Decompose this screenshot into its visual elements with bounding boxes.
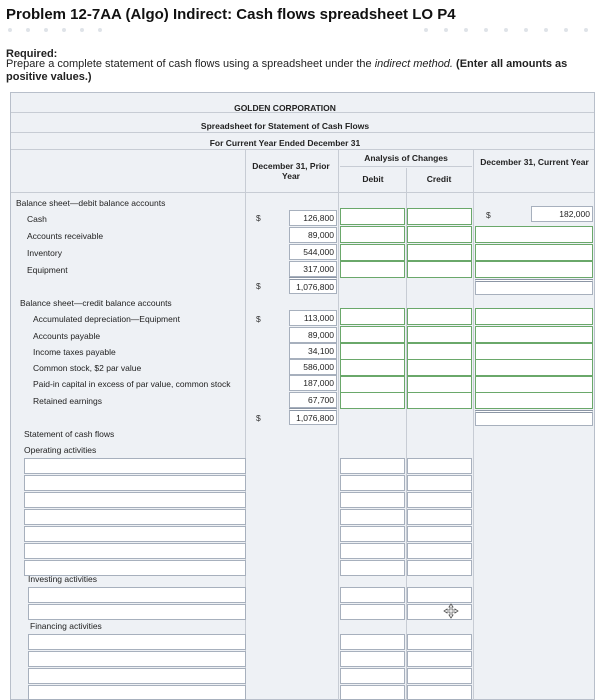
cf-debit-input[interactable] xyxy=(340,651,405,667)
cf-debit-input[interactable] xyxy=(340,543,405,559)
row-label-inventory: Inventory xyxy=(27,248,62,258)
instruction-bold: (Enter all amounts as positive values.) xyxy=(6,58,568,83)
row-label-common-stock: Common stock, $2 par value xyxy=(33,363,142,373)
col-prior-year: December 31, Prior Year xyxy=(252,161,330,181)
debit-input[interactable] xyxy=(340,308,405,325)
operating-activities-label: Operating activities xyxy=(24,445,97,455)
instruction-emph: indirect method. xyxy=(374,58,453,70)
cf-debit-input[interactable] xyxy=(340,560,405,576)
prior-income-taxes-payable: 34,100 xyxy=(289,343,337,359)
row-label-cash: Cash xyxy=(27,214,47,224)
cf-credit-input[interactable] xyxy=(407,604,472,620)
current-cash: 182,000 xyxy=(531,206,593,222)
cf-debit-input[interactable] xyxy=(340,458,405,474)
cf-label-input[interactable] xyxy=(28,604,246,620)
credit-input[interactable] xyxy=(407,244,472,261)
debit-input[interactable] xyxy=(340,359,405,376)
credit-input[interactable] xyxy=(407,226,472,243)
cf-section-label: Statement of cash flows xyxy=(24,429,115,439)
row-label-paid-in-capital: Paid-in capital in excess of par value, common stock xyxy=(33,379,231,389)
current-credit-total[interactable] xyxy=(475,410,593,426)
cf-label-input[interactable] xyxy=(24,458,246,474)
currency-symbol: $ xyxy=(256,314,261,324)
row-label-retained-earnings: Retained earnings xyxy=(33,396,102,406)
row-label-accounts-payable: Accounts payable xyxy=(33,331,101,341)
currency-symbol: $ xyxy=(256,413,261,423)
cf-credit-input[interactable] xyxy=(407,492,472,508)
cf-label-input[interactable] xyxy=(28,668,246,684)
credit-input[interactable] xyxy=(407,308,472,325)
instruction-text xyxy=(6,58,606,84)
cf-credit-input[interactable] xyxy=(407,651,472,667)
cf-credit-input[interactable] xyxy=(407,587,472,603)
prior-retained-earnings: 67,700 xyxy=(289,392,337,408)
instruction-main: Prepare a complete statement of cash flows using a spreadsheet under the xyxy=(6,58,375,70)
cf-label-input[interactable] xyxy=(28,651,246,667)
sheet-period: For Current Year Ended December 31 xyxy=(209,138,361,148)
current-input[interactable] xyxy=(475,226,593,243)
cf-debit-input[interactable] xyxy=(340,492,405,508)
col-current-year: December 31, Current Year xyxy=(480,157,589,167)
credit-input[interactable] xyxy=(407,343,472,360)
required-label: Required: xyxy=(6,48,58,60)
prior-credit-total: 1,076,800 xyxy=(289,408,337,425)
cf-label-input[interactable] xyxy=(24,492,246,508)
col-analysis-of-changes: Analysis of Changes xyxy=(364,153,448,163)
cf-label-input[interactable] xyxy=(24,543,246,559)
current-input[interactable] xyxy=(475,308,593,325)
prior-cash: 126,800 xyxy=(289,210,337,226)
currency-symbol: $ xyxy=(256,213,261,223)
debit-input[interactable] xyxy=(340,208,405,225)
cf-debit-input[interactable] xyxy=(340,509,405,525)
row-label-income-taxes-payable: Income taxes payable xyxy=(33,347,116,357)
debit-input[interactable] xyxy=(340,343,405,360)
debit-input[interactable] xyxy=(340,244,405,261)
credit-input[interactable] xyxy=(407,326,472,343)
investing-activities-label: Investing activities xyxy=(28,574,97,584)
row-label-accounts-receivable: Accounts receivable xyxy=(27,231,104,241)
current-input[interactable] xyxy=(475,376,593,393)
cf-credit-input[interactable] xyxy=(407,668,472,684)
currency-symbol: $ xyxy=(486,210,491,220)
prior-inventory: 544,000 xyxy=(289,244,337,260)
cf-debit-input[interactable] xyxy=(340,587,405,603)
credit-input[interactable] xyxy=(407,392,472,409)
cf-credit-input[interactable] xyxy=(407,458,472,474)
cf-credit-input[interactable] xyxy=(407,509,472,525)
col-credit: Credit xyxy=(426,174,452,184)
debit-input[interactable] xyxy=(340,226,405,243)
debit-input[interactable] xyxy=(340,392,405,409)
cf-debit-input[interactable] xyxy=(340,685,405,700)
credit-input[interactable] xyxy=(407,359,472,376)
financing-activities-label: Financing activities xyxy=(30,621,102,631)
col-debit: Debit xyxy=(362,174,384,184)
cf-label-input[interactable] xyxy=(24,475,246,491)
decorative-dots xyxy=(6,25,606,35)
credit-input[interactable] xyxy=(407,376,472,393)
sheet-subtitle: Spreadsheet for Statement of Cash Flows xyxy=(200,121,370,131)
cf-debit-input[interactable] xyxy=(340,475,405,491)
prior-equipment: 317,000 xyxy=(289,261,337,277)
currency-symbol: $ xyxy=(256,281,261,291)
current-input[interactable] xyxy=(475,261,593,278)
credit-input[interactable] xyxy=(407,261,472,278)
cf-debit-input[interactable] xyxy=(340,634,405,650)
current-input[interactable] xyxy=(475,244,593,261)
cf-credit-input[interactable] xyxy=(407,634,472,650)
col-divider xyxy=(338,150,339,700)
col-divider xyxy=(473,150,474,700)
header-divider-2 xyxy=(11,132,594,133)
prior-common-stock: 586,000 xyxy=(289,359,337,375)
debit-section-label: Balance sheet—debit balance accounts xyxy=(16,198,166,208)
cf-credit-input[interactable] xyxy=(407,526,472,542)
debit-input[interactable] xyxy=(340,376,405,393)
debit-input[interactable] xyxy=(340,326,405,343)
header-bottom xyxy=(11,192,594,193)
cf-credit-input[interactable] xyxy=(407,560,472,576)
page-title: Problem 12-7AA (Algo) Indirect: Cash flows spreadsheet LO P4 xyxy=(6,6,456,23)
move-cursor-icon xyxy=(443,603,459,619)
header-divider-3 xyxy=(11,149,594,150)
credit-section-label: Balance sheet—credit balance accounts xyxy=(20,298,172,308)
current-debit-total[interactable] xyxy=(475,279,593,295)
cf-debit-input[interactable] xyxy=(340,604,405,620)
debit-input[interactable] xyxy=(340,261,405,278)
prior-accounts-payable: 89,000 xyxy=(289,327,337,343)
company-name: GOLDEN CORPORATION xyxy=(234,103,336,113)
prior-accounts-receivable: 89,000 xyxy=(289,227,337,243)
prior-debit-total: 1,076,800 xyxy=(289,277,337,294)
current-input[interactable] xyxy=(475,392,593,409)
cf-debit-input[interactable] xyxy=(340,668,405,684)
cf-label-input[interactable] xyxy=(24,526,246,542)
current-input[interactable] xyxy=(475,359,593,376)
cf-label-input[interactable] xyxy=(28,634,246,650)
prior-paid-in-capital: 187,000 xyxy=(289,375,337,391)
cf-label-input[interactable] xyxy=(24,509,246,525)
cf-debit-input[interactable] xyxy=(340,526,405,542)
cf-credit-input[interactable] xyxy=(407,685,472,700)
cf-label-input[interactable] xyxy=(28,685,246,700)
cf-label-input[interactable] xyxy=(28,587,246,603)
analysis-underline xyxy=(340,166,472,167)
cf-credit-input[interactable] xyxy=(407,475,472,491)
current-input[interactable] xyxy=(475,343,593,360)
credit-input[interactable] xyxy=(407,208,472,225)
prior-accumulated-depreciation: 113,000 xyxy=(289,310,337,326)
current-input[interactable] xyxy=(475,326,593,343)
row-label-accumulated-depreciation: Accumulated depreciation—Equipment xyxy=(33,314,180,324)
row-label-equipment: Equipment xyxy=(27,265,68,275)
cf-credit-input[interactable] xyxy=(407,543,472,559)
